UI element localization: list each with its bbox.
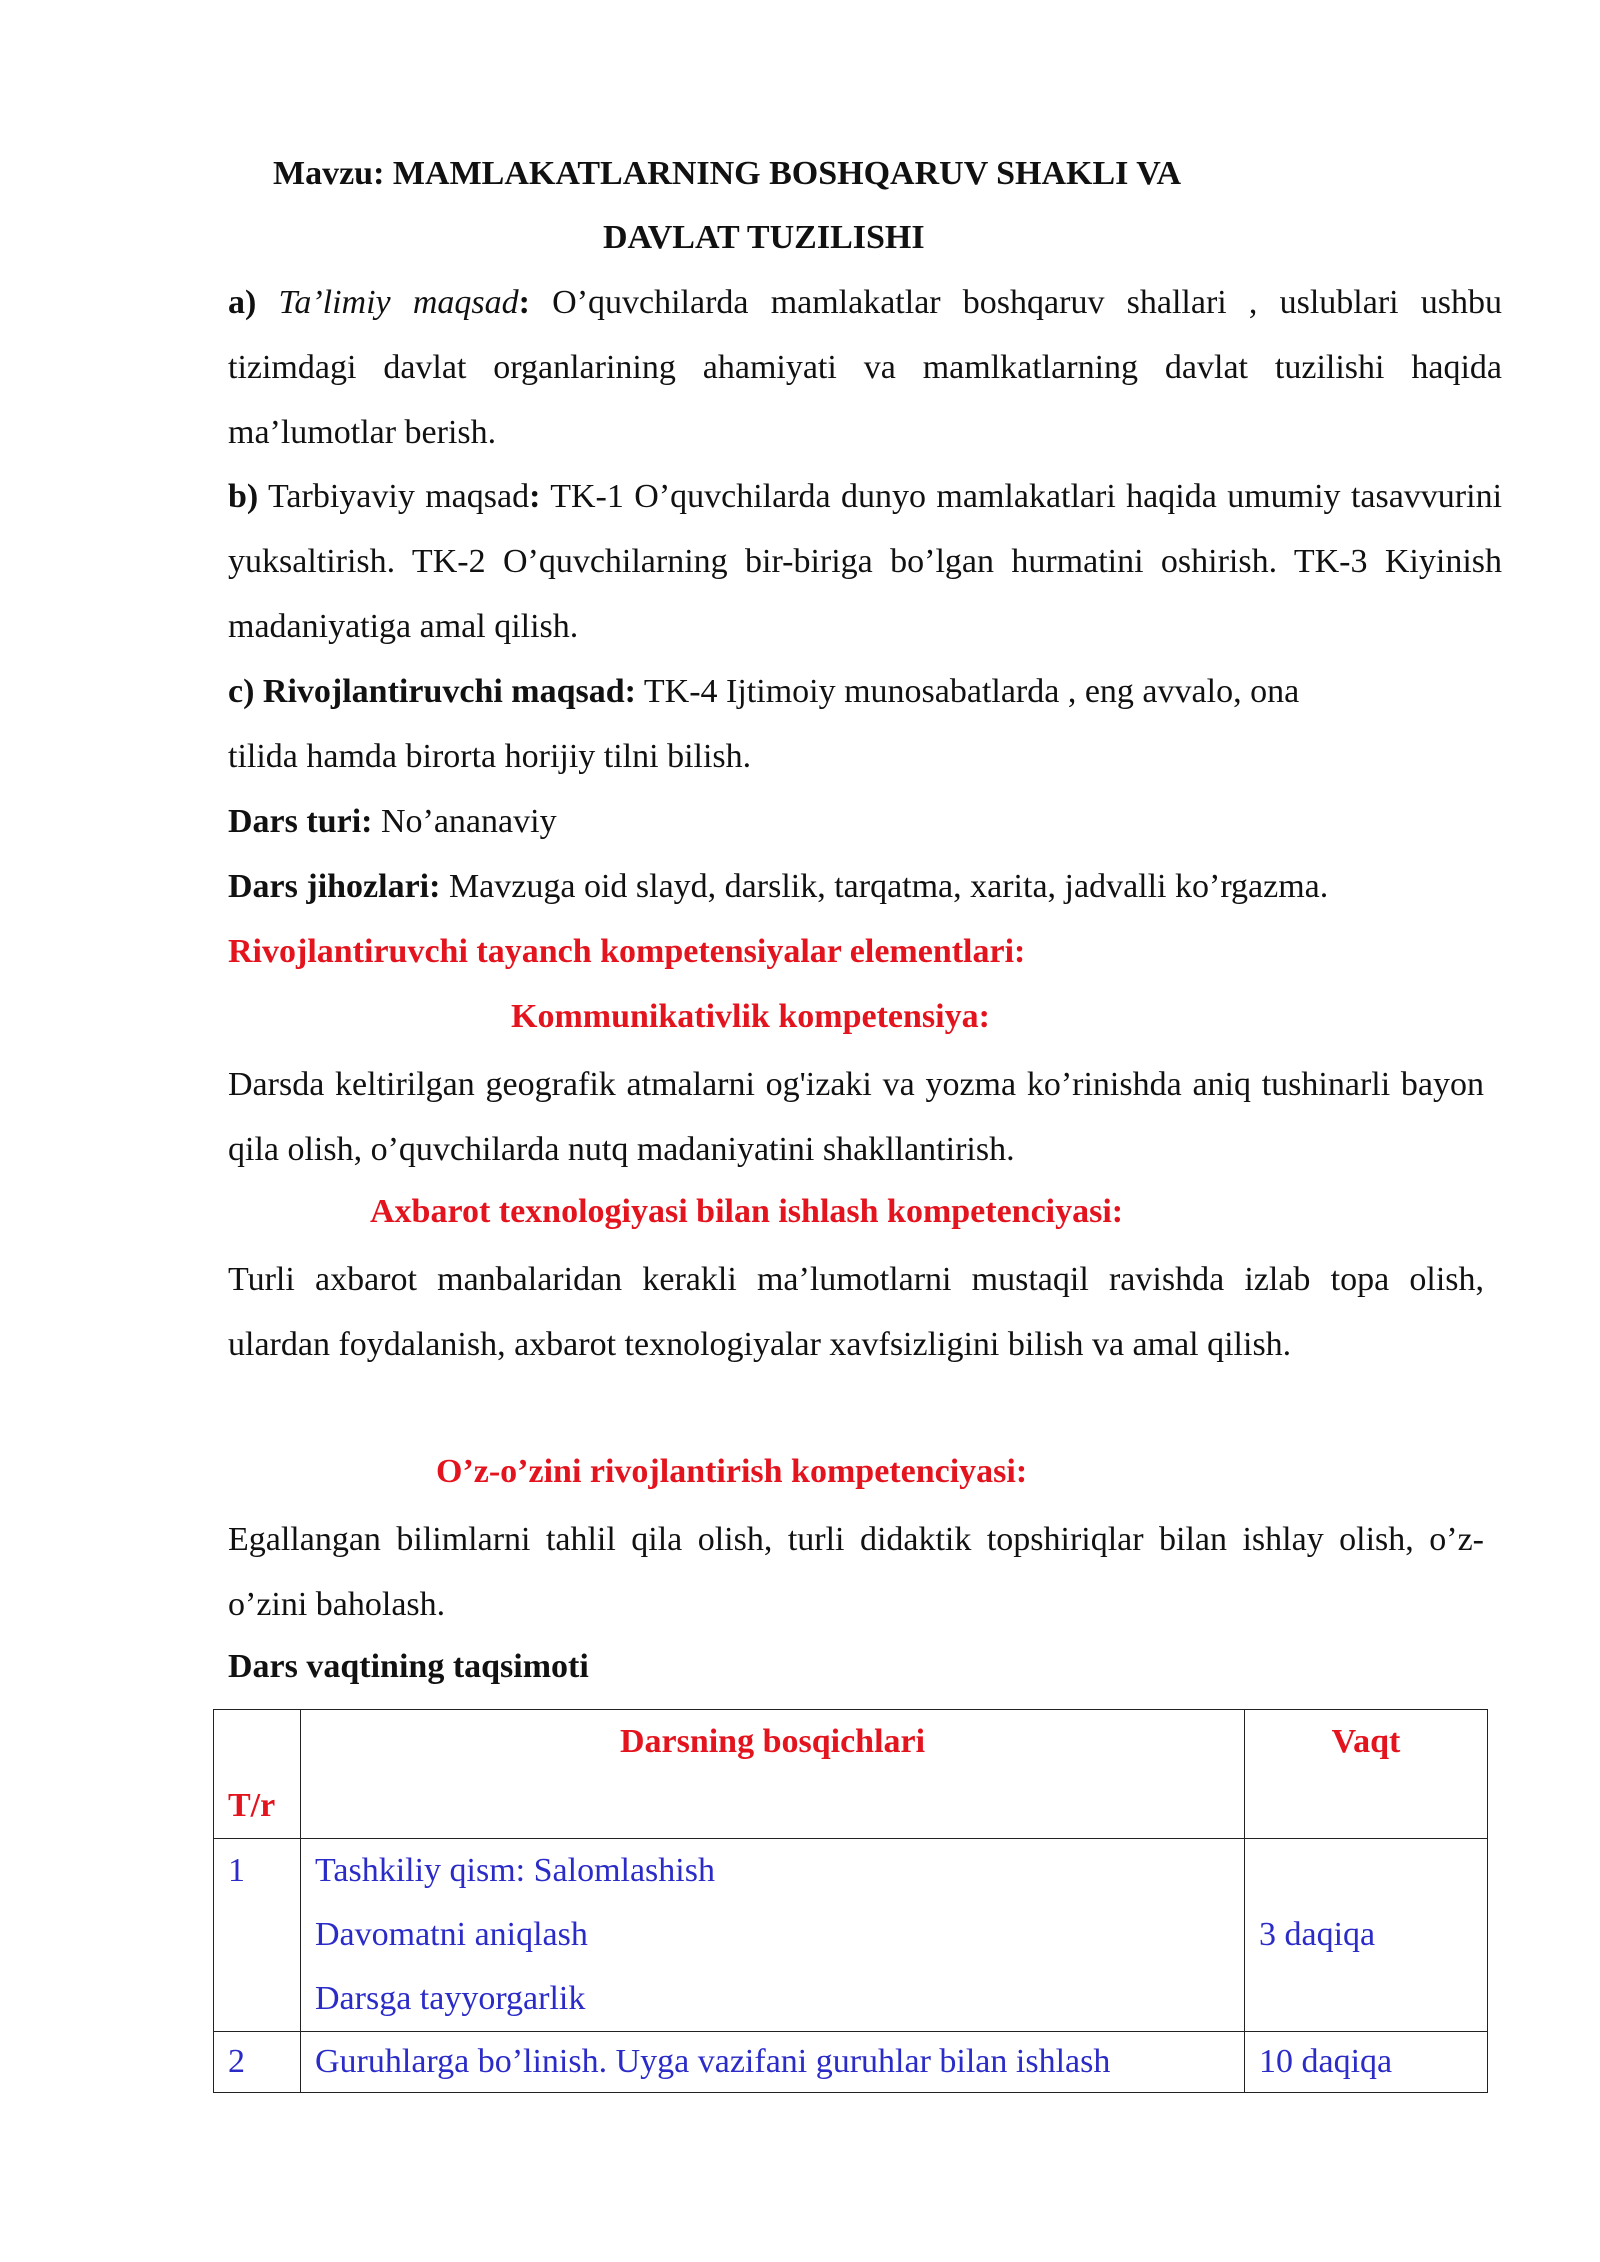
self-development-title: O’z-o’zini rivojlantirish kompetenciyasi: (436, 1453, 1028, 1490)
lesson-type-label: Dars turi: (228, 803, 373, 840)
row-time: 3 daqiqa (1245, 1839, 1488, 2032)
goal-developmental (228, 670, 1299, 714)
col-header-number: T/r (214, 1710, 301, 1839)
goal-a-label: Ta’limiy maqsad (278, 284, 519, 321)
lesson-equipment-label: Dars jihozlari: (228, 868, 441, 905)
goal-b-colon: : (529, 478, 541, 515)
schedule-heading: Dars vaqtining taqsimoti (228, 1648, 589, 1685)
goal-c-label: c) Rivojlantiruvchi maqsad: (228, 673, 636, 710)
communicative-text: Darsda keltirilgan geografik atmalarni og'izaki va yozma ko’rinishda aniq tushinarli bayon qila olish, o’quvchilarda nutq madaniyatini shakllantirish. (228, 1066, 1484, 1168)
stage-item: Davomatni aniqlash (315, 1916, 588, 1953)
row-stages (301, 1839, 1245, 2032)
table-row (214, 2032, 1488, 2093)
goal-a-colon: : (518, 284, 530, 321)
table-row (214, 1839, 1488, 2032)
row-number: 1 (214, 1839, 301, 2032)
goal-b-marker: b) (228, 478, 259, 515)
lesson-equipment-value: Mavzuga oid slayd, darslik, tarqatma, xarita, jadvalli ko’rgazma. (448, 868, 1329, 905)
goal-educational (228, 270, 1502, 465)
goal-b-text: TK-1 O’quvchilarda dunyo mamlakatlari haqida umumiy tasavvurini yuksaltirish. TK-2 O’quvchilarning bir-biriga bo’lgan hurmatini oshirish. TK-3 Kiyinish madaniyatiga amal qilish. (228, 478, 1503, 645)
title-prefix: Mavzu: (273, 155, 385, 192)
goal-a-marker: a) (228, 284, 257, 321)
goal-c-line1: TK-4 Ijtimoiy munosabatlarda , eng avvalo, ona (643, 673, 1300, 710)
goal-b-label: Tarbiyaviy maqsad (268, 478, 530, 515)
row-time: 10 daqiqa (1245, 2032, 1488, 2093)
competencies-heading: Rivojlantiruvchi tayanch kompetensiyalar elementlari: (228, 933, 1026, 970)
self-development-text: Egallangan bilimlarni tahlil qila olish, turli didaktik topshiriqlar bilan ishlay olish, o’z-o’zini baholash. (228, 1521, 1484, 1623)
title-line1: MAMLAKATLARNING BOSHQARUV SHAKLI VA (392, 155, 1182, 192)
lesson-type-value: No’ananaviy (380, 803, 557, 840)
stage-item: Guruhlarga bo’linish. Uyga vazifani guruhlar bilan ishlash (315, 2043, 1111, 2080)
info-tech-title: Axbarot texnologiyasi bilan ishlash kompetenciyasi: (370, 1193, 1124, 1230)
page-title-line2: DAVLAT TUZILISHI (603, 219, 925, 256)
row-stages (301, 2032, 1245, 2093)
goal-a-text: O’quvchilarda mamlakatlar boshqaruv shallari , uslublari ushbu tizimdagi davlat organlarining ahamiyati va mamlkatlarning davlat tuzilishi haqida ma’lumotlar berish. (228, 284, 1503, 451)
table-header-row (214, 1710, 1488, 1839)
lesson-equipment (228, 865, 1328, 909)
col-header-time: Vaqt (1245, 1710, 1488, 1839)
lesson-type (228, 800, 557, 844)
communicative-title: Kommunikativlik kompetensiya: (511, 998, 990, 1035)
goal-upbringing (228, 464, 1502, 659)
row-number: 2 (214, 2032, 301, 2093)
stage-item: Darsga tayyorgarlik (315, 1980, 586, 2017)
page-title (273, 152, 1181, 196)
col-header-stages: Darsning bosqichlari (301, 1710, 1245, 1839)
schedule-table (213, 1709, 1488, 2093)
goal-c-line2: tilida hamda birorta horijiy tilni bilish. (228, 738, 752, 775)
info-tech-text: Turli axbarot manbalaridan kerakli ma’lumotlarni mustaqil ravishda izlab topa olish, ulardan foydalanish, axbarot texnologiyalar xavfsizligini bilish va amal qilish. (228, 1261, 1484, 1363)
stage-item: Tashkiliy qism: Salomlashish (315, 1852, 715, 1889)
